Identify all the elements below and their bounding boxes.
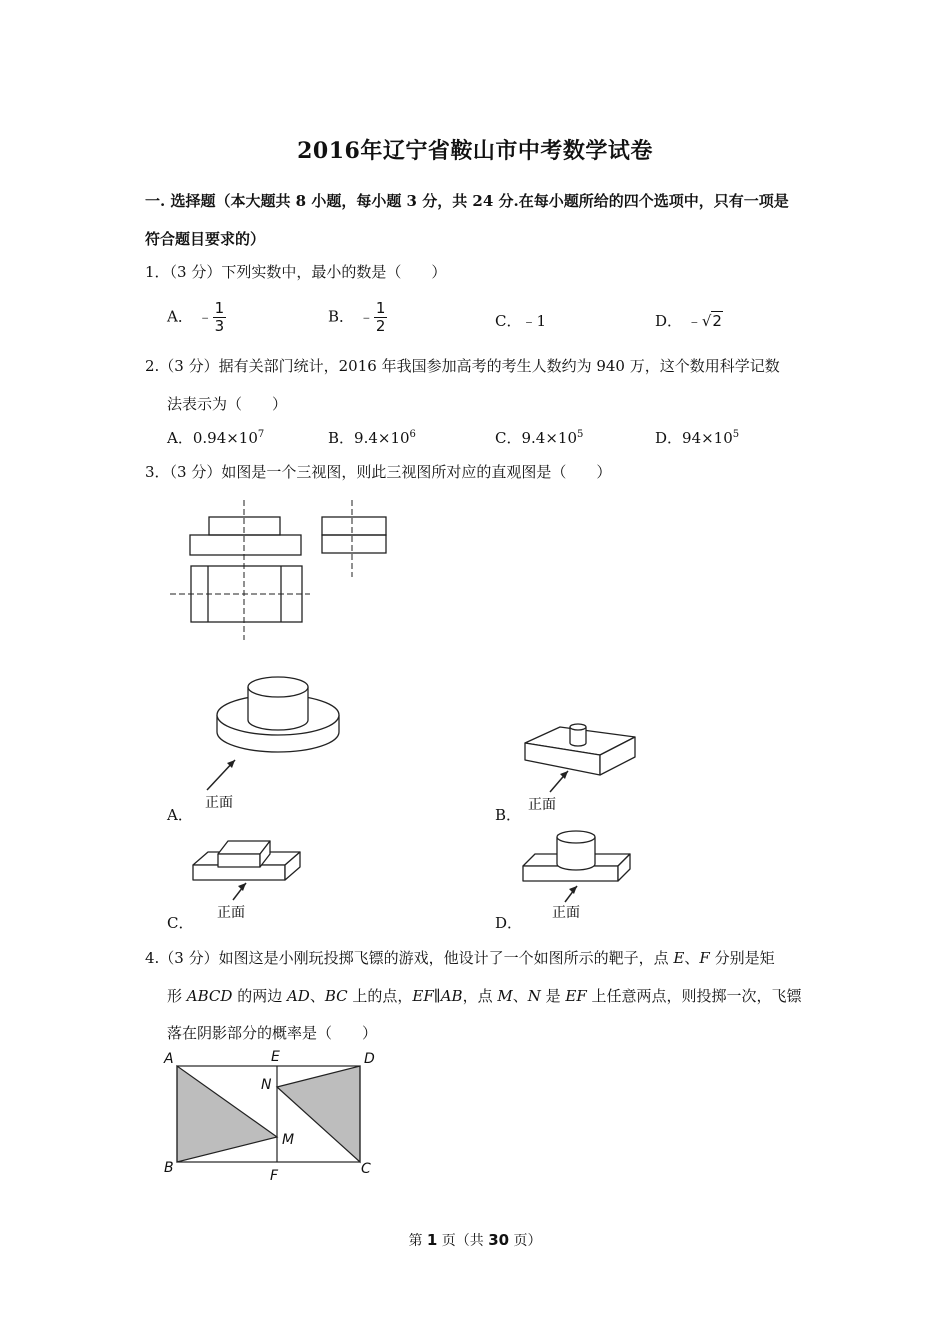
- section-heading-line1: 一. 选择题（本大题共 8 小题，每小题 3 分，共 24 分.在每小题所给的四个选项中，只有一项是: [145, 192, 789, 210]
- side-view-bottom: [322, 535, 386, 553]
- point-e-label: E: [271, 1049, 280, 1065]
- q1-stem: 1．（3 分）下列实数中，最小的数是（ ）: [145, 263, 447, 281]
- q3-option-c-figure: [190, 835, 310, 925]
- q1-b-fraction: [374, 300, 388, 335]
- three-view-figure: [160, 495, 400, 645]
- q2-option-c: [495, 427, 583, 448]
- total-pages: 30: [488, 1231, 510, 1249]
- q1-option-c: C．﹣1: [495, 312, 547, 330]
- front-label-a: 正面: [205, 795, 233, 811]
- q4-var-ef: EF: [412, 987, 434, 1005]
- sqrt-icon: √: [701, 312, 712, 330]
- q4-stem-line2: [167, 985, 802, 1006]
- q3-option-a-label: A．: [167, 806, 193, 824]
- q1-b-sign: ﹣: [358, 307, 374, 326]
- q3-option-d-label: D．: [495, 914, 523, 932]
- point-f-label: F: [270, 1168, 279, 1184]
- front-view-base: [190, 535, 301, 555]
- q4-var-ab: AB: [440, 987, 463, 1005]
- q4-text: 上的点，: [347, 987, 413, 1005]
- q4-stem-line1: [145, 947, 775, 968]
- q4-target-figure: [155, 1045, 390, 1185]
- q1-b-num: 1: [375, 299, 386, 317]
- q4-text: ，点: [462, 987, 498, 1005]
- q2-d-exp: 5: [732, 429, 740, 440]
- page-footer: [0, 1230, 950, 1250]
- q1-b-den: 2: [375, 317, 386, 335]
- q4-var-bc: BC: [324, 987, 348, 1005]
- q4-var-m: M: [497, 987, 513, 1005]
- q4-text: 上任意两点，则投掷一次，飞镖: [586, 987, 802, 1005]
- q4-var-n: N: [527, 987, 541, 1005]
- point-c-label: C: [361, 1161, 371, 1177]
- q2-stem-line1: 2.（3 分）据有关部门统计，2016 年我国参加高考的考生人数约为 940 万，这个数用科学记数: [145, 357, 780, 375]
- q3-stem: 3．（3 分）如图是一个三视图，则此三视图所对应的直观图是（ ）: [145, 463, 612, 481]
- q4-var-ef: EF: [565, 987, 587, 1005]
- footer-text: 第: [408, 1233, 427, 1249]
- q1-a-label: A．: [167, 307, 193, 326]
- side-view-top: [322, 517, 386, 535]
- q4-text: 形: [167, 987, 187, 1005]
- q2-b-base: B．9.4×10: [328, 429, 410, 447]
- point-d-label: D: [364, 1051, 375, 1067]
- point-a-label: A: [164, 1051, 174, 1067]
- q4-text: 、: [309, 987, 325, 1005]
- point-m-label: M: [282, 1132, 295, 1148]
- q3-option-b-figure: [520, 715, 650, 815]
- q2-option-a: [167, 427, 264, 448]
- q1-option-a: [167, 300, 226, 335]
- q4-text: 、: [512, 987, 528, 1005]
- q2-option-d: [655, 427, 739, 448]
- q2-a-base: A．0.94×10: [167, 429, 258, 447]
- q4-text: ∥: [433, 987, 441, 1005]
- q2-c-exp: 5: [577, 429, 584, 440]
- q3-option-a-figure: [195, 670, 355, 815]
- front-label-b: 正面: [528, 797, 556, 813]
- point-b-label: B: [164, 1160, 174, 1176]
- page-number: 1: [426, 1231, 438, 1249]
- footer-text: 页（共: [437, 1233, 489, 1249]
- q2-c-base: C．9.4×10: [495, 429, 577, 447]
- page-title: 2016年辽宁省鞍山市中考数学试卷: [297, 138, 653, 164]
- q4-text: 分别是矩: [709, 949, 775, 967]
- q2-b-exp: 6: [409, 429, 416, 440]
- q1-d-sign: ﹣: [686, 312, 702, 330]
- q4-text: 的两边: [232, 987, 287, 1005]
- q2-d-base: D．94×10: [655, 429, 733, 447]
- q3-option-d-figure: [520, 826, 635, 925]
- q4-var-ad: AD: [286, 987, 310, 1005]
- q1-b-label: B．: [328, 307, 355, 326]
- q4-text: 4.（3 分）如图这是小刚玩投掷飞镖的游戏，他设计了一个如图所示的靶子，点: [145, 949, 674, 967]
- q1-d-label: D．: [655, 312, 683, 330]
- q3-option-b-label: B．: [495, 806, 522, 824]
- q4-stem-line3: 落在阴影部分的概率是（ ）: [167, 1024, 378, 1042]
- front-label-c: 正面: [217, 905, 245, 921]
- q1-a-fraction: [213, 300, 227, 335]
- point-n-label: N: [261, 1077, 272, 1093]
- q4-var-abcd: ABCD: [186, 987, 233, 1005]
- q4-var-f: F: [699, 949, 710, 967]
- q1-a-sign: ﹣: [197, 307, 213, 326]
- q1-d-radicand: 2: [712, 312, 722, 330]
- q1-a-den: 3: [214, 317, 225, 335]
- q4-text: 、: [684, 949, 700, 967]
- q1-option-d: [655, 310, 723, 331]
- q2-option-b: [328, 427, 416, 448]
- q1-d-sqrt: [702, 311, 723, 330]
- footer-text: 页）: [509, 1233, 542, 1249]
- q4-text: 是: [540, 987, 566, 1005]
- q1-a-num: 1: [214, 299, 225, 317]
- front-label-d: 正面: [552, 905, 580, 921]
- q4-var-e: E: [673, 949, 685, 967]
- q3-option-c-label: C．: [167, 914, 194, 932]
- section-heading-line2: 符合题目要求的）: [145, 230, 266, 248]
- q2-stem-line2: 法表示为（ ）: [167, 395, 288, 413]
- q1-option-b: [328, 300, 387, 335]
- q2-a-exp: 7: [257, 429, 265, 440]
